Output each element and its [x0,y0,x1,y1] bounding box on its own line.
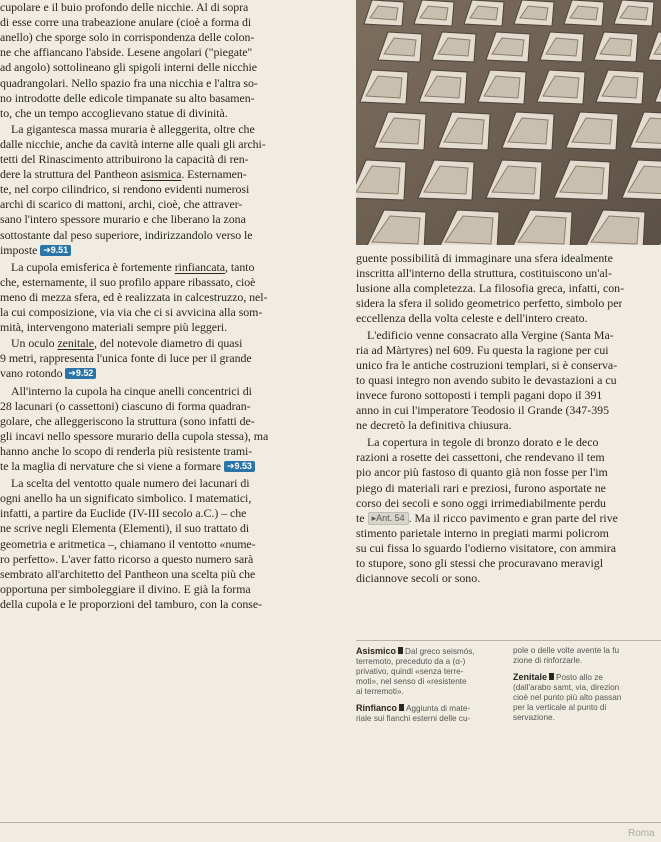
right-text-line: corso dei secoli e sono oggi irrimediabilmente perdu [356,495,606,510]
left-text-line: La cupola emisferica è fortemente rinfiancata, tanto [11,259,255,274]
right-text-line: ria ad Màrtyres) nel 609. Fu questa la ragione per cui [356,342,609,357]
left-text-line: infatti, a partire da Euclide (IV-III secolo a.C.) – che [0,506,247,521]
left-text-line: geometria e aritmetica –, chiamano il ventotto «nume- [0,536,256,551]
right-text-line: guente possibilità di immaginare una sfera idealmente [356,251,613,265]
glossary-col-right [513,646,658,723]
left-text-line: hanno anche lo scopo di renderla più resistente trami- [0,443,253,458]
left-text-line: ad angolo) sottolineano gli spigoli interni delle nicchie [0,60,258,75]
glossary-text: Aggiunta di mate- [406,704,471,713]
left-text-line: te la maglia di nervature che si viene a formare ➔9.53 [0,459,255,474]
right-text-line: diciannove secoli or sono. [356,571,481,586]
glossary-text: ai terremoti». [356,687,404,696]
right-text-line: te ▸Ant. 54 . Ma il ricco pavimento e gran parte del rive [356,510,618,525]
right-text-line: invece furono sottoposti i templi pagani dopo il 391 [356,387,603,402]
left-text-line: vano rotondo ➔9.52 [0,366,96,381]
glossary-text: per la verticale al punto di [513,703,607,712]
left-text-line: dere la struttura del Pantheon asismica. Esternamen- [0,167,247,182]
left-text-line: anello) che sporge solo in corrispondenza delle colon- [0,30,255,45]
left-text-line: La gigantesca massa muraria è alleggerita, oltre che [11,121,255,136]
figure-reference-badge[interactable]: ➔9.53 [224,461,255,472]
left-text-line: 9 metri, rappresenta l'unica fonte di luce per il grande [0,351,252,366]
left-text-line: quadrangolari. Nello spazio fra una nicchia e l'altra so- [0,75,258,90]
footer-chapter-title: Roma [628,828,655,839]
glossary-text: cioè nel punto più alto passan [513,693,622,702]
left-text-line: te, nel corpo cilindrico, si rendono evidenti numerosi [0,182,250,197]
left-text-line: All'interno la cupola ha cinque anelli concentrici di [11,383,252,398]
right-text-line: pio ancor più fastoso di quanto già non fosse per l'im [356,465,608,480]
right-text-line: eccellenza della volta celeste e dell'intero creato. [356,311,588,326]
right-text-line: La copertura in tegole di bronzo dorato e le deco [367,435,599,450]
left-text-line: Un oculo zenitale, del notevole diametro di quasi [11,336,243,351]
right-text-line: lusione alla completezza. La filosofia greca, infatti, con- [356,281,625,296]
right-text-line: su cui fissa lo sguardo l'odierno visitatore, con ammira [356,540,617,555]
glossary-square-icon [549,673,554,680]
glossary-term-asismico: Asismico [356,646,397,656]
glossary-text: (dall'arabo samt, via, direzion [513,683,620,692]
right-text-line: ne decretò la definitiva chiusura. [356,418,512,433]
left-text-line: mità, intervengono materiali sempre più leggeri. [0,320,228,335]
glossary-text: privativo, quindi «senza terre- [356,667,464,676]
glossary-term-zenitale: Zenitale [513,672,548,682]
left-text-line: La scelta del ventotto quale numero dei lacunari di [11,476,250,491]
left-text-line: della cupola e le proporzioni del tamburo, con la conse- [0,596,262,611]
left-text-line: ne scrive negli Elementa (Elementi), il suo trattato di [0,521,250,536]
right-text-line: L'edificio venne consacrato alla Vergine (Santa Ma- [367,327,614,342]
glossary-text: zione di rinforzarle. [513,656,583,665]
left-text-line: ne che affiancano l'abside. Lesene angolari ("piegate" [0,45,253,60]
glossary-text: servazione. [513,713,555,722]
right-text-line: to stupore, sono gli stessi che procuravano meravigl [356,556,604,570]
right-text-line: anno in cui l'imperatore Teodosio il Grande (347-395 [356,403,610,417]
right-text-line: stimento parietale interno in pregiati marmi policrom [356,525,609,540]
right-text-line: unico fra le antiche costruzioni templari, si è conserva- [356,357,618,372]
left-text-line: archi di scarico di mattoni, archi, cioè, che attraver- [0,197,243,212]
right-text-line: piego di materiali rari e preziosi, furono asportate ne [356,480,606,495]
left-text-line: la cui composizione, via via che ci si avvicina alla som- [0,305,263,319]
left-text-line: gli incavi nello spessore murario della cupola stessa), ma [0,428,269,443]
glossary-square-icon [399,704,404,711]
glossary-divider [356,640,661,641]
left-text-line: golare, che alleggeriscono la struttura (sono infatti de- [0,413,255,428]
left-text-line: to, che un tempo accoglievano statue di divinità. [0,105,228,120]
footer-divider [0,822,661,823]
left-text-line: ro perfetto». L'aver fatto ricorso a questo numero sarà [0,551,254,566]
figure-reference-badge[interactable]: ➔9.51 [40,245,71,256]
glossary-text: moti», nel senso di «resistente [356,677,467,686]
left-text-line: sottostante dal peso superiore, indirizzandolo verso le [0,227,253,242]
figure-reference-badge[interactable]: ➔9.52 [65,368,96,379]
glossary-term-rinfianco: Rinfianco [356,703,398,713]
glossary-col-left [356,646,501,724]
dome-coffers-photo [356,0,661,245]
right-text-line: inscritta all'interno della struttura, costituiscono un'al- [356,266,612,281]
left-text-line: opportuna per simboleggiare il divino. E già la forma [0,581,251,596]
glossary-square-icon [398,647,403,654]
glossary-text: Dal greco seismós, [405,647,475,656]
left-text-line: sembrato all'architetto del Pantheon una scelta più che [0,566,256,581]
right-text-line: sidera la sfera il solido geometrico perfetto, simbolo per [356,296,623,311]
glossary-text: pole o delle volte avente la fu [513,646,620,655]
left-text-line: cupolare e il buio profondo delle nicchie. Al di sopra [0,0,249,14]
anthology-reference-badge[interactable]: ▸Ant. 54 [368,512,409,525]
left-text-line: ogni anello ha un significato simbolico. I matematici, [0,491,252,506]
left-text-line: 28 lacunari (o cassettoni) ciascuno di forma quadran- [0,398,251,413]
glossary-text: terremoto, preceduto da a (α-) [356,657,466,666]
left-text-line: di esse corre una trabeazione anulare (cioè a forma di [0,15,252,30]
glossary-text: riale sui fianchi esterni delle cu- [356,714,471,723]
left-text-line: no introdotte delle edicole timpanate su alto basamen- [0,90,255,105]
left-text-line: dalle nicchie, anche da cavità interne alle quali gli archi- [0,136,266,151]
left-text-line: che, esternamente, il suo profilo appare ribassato, cioè [0,274,256,289]
left-text-line: sano l'intero spessore murario e che liberano la zona [0,212,246,227]
right-text-line: razioni a rosette dei cassettoni, che rendevano il tem [356,450,605,465]
left-text-line: tetti del Rinascimento attribuirono la capacità di ren- [0,152,249,166]
glossary-text: Posto allo ze [556,673,603,682]
right-text-line: to quasi integro non avendo subito le devastazioni a cu [356,372,617,387]
left-text-line: imposte ➔9.51 [0,243,71,258]
left-text-line: meno di mezza sfera, ed è realizzata in calcestruzzo, nel- [0,289,268,304]
